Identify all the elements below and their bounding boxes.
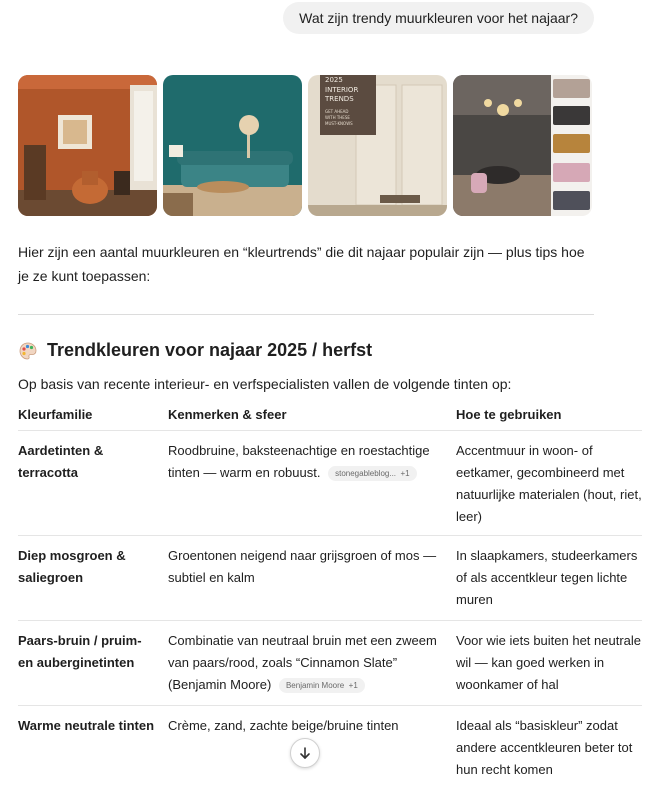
row-traits xyxy=(168,440,438,484)
poster-year: 2025 xyxy=(325,76,343,84)
poster-line4: WITH THESE xyxy=(325,115,350,120)
row-usage: Voor wie iets buiten het neutrale wil — kan goed werken in woonkamer of hal xyxy=(456,633,642,692)
row-traits: Crème, zand, zachte beige/bruine tinten xyxy=(168,718,399,733)
section-subtitle: Op basis van recente interieur- en verfspecialisten vallen de volgende tinten op: xyxy=(18,376,512,392)
image-gallery xyxy=(18,75,598,216)
table-header-row xyxy=(18,400,642,431)
poster-line5: MUST-KNOWS xyxy=(325,121,353,126)
section-heading xyxy=(18,340,372,361)
source-chip[interactable] xyxy=(279,678,365,693)
row-usage: Accentmuur in woon- of eetkamer, gecombineerd met natuurlijke materialen (hout, riet, leer) xyxy=(456,443,642,524)
teal-sofa-room-image[interactable] xyxy=(163,75,302,216)
terracotta-living-room-image[interactable] xyxy=(18,75,157,216)
source-chip[interactable] xyxy=(328,466,417,481)
poster-line3: GET AHEAD xyxy=(325,109,349,114)
row-traits xyxy=(168,630,438,696)
table-row xyxy=(18,621,642,706)
row-traits: Groentonen neigend naar grijsgroen of mos — subtiel en kalm xyxy=(168,548,437,585)
table-header: Kleurfamilie xyxy=(18,407,93,422)
poster-line2: TRENDS xyxy=(325,95,354,103)
row-family: Aardetinten & terracotta xyxy=(18,443,104,480)
table-row xyxy=(18,536,642,621)
row-traits-text: Roodbruine, baksteenachtige en roestachtige tinten — warm en robuust. xyxy=(168,443,430,480)
palette-icon xyxy=(18,341,38,361)
section-title: Trendkleuren voor najaar 2025 / herfst xyxy=(47,340,373,360)
row-family: Warme neutrale tinten xyxy=(18,718,155,733)
intro-paragraph: Hier zijn een aantal muurkleuren en “kleurtrends” die dit najaar populair zijn — plus tips hoe je ze kunt toepassen: xyxy=(18,244,585,284)
source-chip-label: stonegableblog... xyxy=(335,469,397,479)
table-header: Kenmerken & sfeer xyxy=(168,407,287,422)
row-family: Paars-bruin / pruim- en auberginetinten xyxy=(18,633,142,670)
interior-trends-poster-image[interactable] xyxy=(308,75,447,216)
source-chip-label: Benjamin Moore xyxy=(285,681,345,691)
row-traits-text: Combinatie van neutraal bruin met een zweem van paars/rood, zoals “Cinnamon Slate” (Benjamin Moore) xyxy=(168,633,437,692)
source-chip-count: +1 xyxy=(348,681,358,691)
scroll-down-button[interactable] xyxy=(290,738,320,768)
table-row xyxy=(18,706,642,786)
arrow-down-icon xyxy=(298,746,312,760)
row-family: Diep mosgroen & saliegroen xyxy=(18,548,126,585)
divider xyxy=(18,314,594,315)
trend-colors-table xyxy=(18,400,642,786)
moody-interior-swatches-image[interactable] xyxy=(453,75,592,216)
table-row xyxy=(18,431,642,536)
poster-line1: INTERIOR xyxy=(325,86,359,94)
row-usage: Ideaal als “basiskleur” zodat andere accentkleuren beter tot hun recht komen xyxy=(456,718,633,777)
row-usage: In slaapkamers, studeerkamers of als accentkleur tegen lichte muren xyxy=(456,548,638,607)
source-chip-count: +1 xyxy=(400,469,410,479)
table-header: Hoe te gebruiken xyxy=(456,407,562,422)
user-message-bubble: Wat zijn trendy muurkleuren voor het najaar? xyxy=(283,2,594,34)
